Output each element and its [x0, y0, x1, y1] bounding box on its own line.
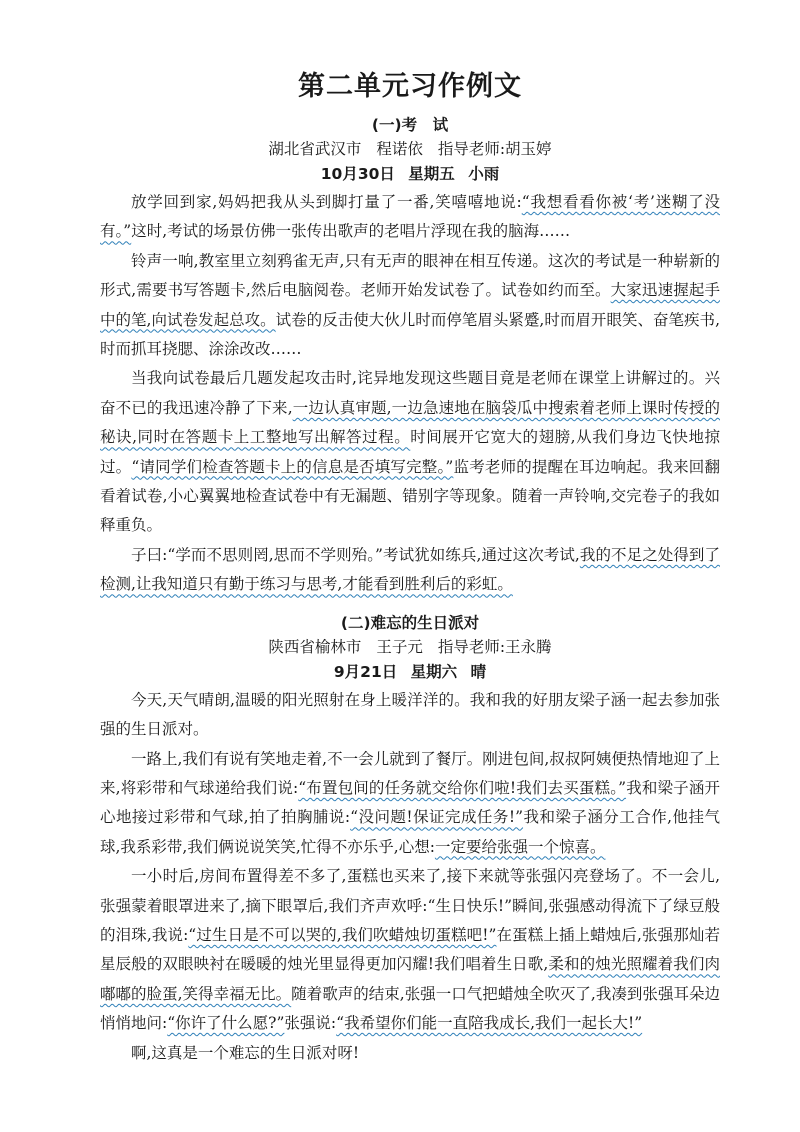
essay-1-weather: 小雨: [468, 165, 500, 183]
paragraph: [100, 364, 720, 540]
page-title: 第二单元习作例文: [298, 71, 522, 102]
paragraph: [100, 686, 720, 745]
text-segment: 时间展开它宽大的翅膀,从我们身边飞快地掠过。: [100, 428, 720, 476]
text-segment: 放学回到家,妈妈把我从头到脚打量了一番,笑嘻嘻地说:: [131, 193, 522, 211]
essay-2-teacher: 指导老师:王永腾: [437, 637, 552, 656]
text-segment: 试卷的反击使大伙儿时而停笔眉头紧蹙,时而眉开眼笑、奋笔疾书,时而抓耳挠腮、涂涂改改……: [100, 310, 720, 359]
essay-2: [100, 612, 720, 1068]
essay-2-dateline: [100, 660, 720, 685]
essay-1-date: 10月30日: [320, 165, 395, 183]
essay-1-teacher: 指导老师:胡玉婷: [437, 140, 552, 158]
text-segment: 在蛋糕上插上蜡烛后,张强那灿若星辰般的双眼映衬在暖暖的烛光里显得更加闪耀!我们唱着生日歌,: [100, 925, 720, 974]
underlined-sentence: 一边认真审题,一边急速地在脑袋瓜中搜索着老师上课时传授的秘诀,同时在答题卡上工整地写出解答过程。: [100, 398, 720, 447]
text-segment: 监考老师的提醒在耳边响起。我来回翻看着试卷,小心翼翼地检查试卷中有无漏题、错别字等现象。随着一声铃响,交完卷子的我如释重负。: [100, 457, 720, 535]
essay-1-title: (一)考 试: [371, 116, 449, 134]
paragraph: [100, 247, 720, 365]
underlined-sentence: “我希望你们能一直陪我成长,我们一起长大!”: [336, 1014, 643, 1033]
essay-2-author: 王子元: [376, 637, 423, 656]
underlined-sentence: 一定要给张强一个惊喜。: [434, 837, 606, 856]
text-segment: 一路上,我们有说有笑地走着,不一会儿就到了餐厅。刚进包间,叔叔阿姨便热情地迎了上来,将彩带和气球递给我们说:: [100, 749, 720, 797]
paragraph: [100, 188, 720, 247]
essay-1-body: [100, 188, 720, 600]
text-segment: 今天,天气晴朗,温暖的阳光照射在身上暖洋洋的。我和我的好朋友梁子涵一起去参加张强的生日派对。: [100, 690, 720, 739]
text-segment: 子曰:“学而不思则罔,思而不学则殆。”考试犹如练兵,通过这次考试,: [131, 545, 580, 564]
essay-2-title: (二)难忘的生日派对: [340, 613, 480, 632]
underlined-sentence: “布置包间的任务就交给你们啦!我们去买蛋糕。”: [298, 778, 627, 797]
text-segment: 这时,考试的场景仿佛一张传出歌声的老唱片浮现在我的脑海……: [131, 222, 571, 241]
essay-2-byline: [100, 635, 720, 660]
essay-1-weekday: 星期五: [408, 165, 455, 183]
paragraph: [100, 541, 720, 600]
text-segment: 铃声一响,教室里立刻鸦雀无声,只有无声的眼神在相互传递。这次的考试是一种崭新的形式,需要书写答题卡,然后电脑阅卷。老师开始发试卷了。试卷如约而至。: [100, 251, 720, 300]
text-segment: 我和梁子涵开心地接过彩带和气球,拍了拍胸脯说:: [100, 778, 720, 827]
text-segment: 当我向试卷最后几题发起攻击时,诧异地发现这些题目竟是老师在课堂上讲解过的。兴奋不已的我迅速冷静了下来,: [100, 369, 720, 417]
essay-2-date: 9月21日: [333, 662, 398, 681]
essay-2-location: 陕西省榆林市: [268, 637, 362, 656]
text-segment: 我和梁子涵分工合作,他挂气球,我系彩带,我们俩说说笑笑,忙得不亦乐乎,心想:: [100, 808, 720, 856]
text-segment: 张强说:: [284, 1014, 337, 1033]
text-segment: 一小时后,房间布置得差不多了,蛋糕也买来了,接下来就等张强闪亮登场了。不一会儿,张强蒙着眼罩进来了,摘下眼罩后,我们齐声欢呼:“生日快乐!”瞬间,张强感动得流下了绿豆般的泪珠,我说:: [100, 867, 720, 944]
underlined-sentence: “没问题!保证完成任务!”: [350, 808, 524, 827]
underlined-sentence: “我想看看你被‘考’迷糊了没有。”: [100, 193, 720, 241]
underlined-sentence: 柔和的烛光照耀着我们肉嘟嘟的脸蛋,笑得幸福无比。: [100, 955, 720, 1003]
essay-2-body: [100, 686, 720, 1068]
paragraph: [100, 745, 720, 863]
essay-2-weekday: 星期六: [410, 662, 458, 681]
text-segment: 随着歌声的结束,张强一口气把蜡烛全吹灭了,我凑到张强耳朵边悄悄地问:: [100, 984, 720, 1033]
essay-2-weather: 晴: [470, 662, 487, 681]
underlined-sentence: “请同学们检查答题卡上的信息是否填写完整。”: [131, 457, 454, 476]
essay-1-byline: [100, 137, 720, 162]
essay-1: [100, 114, 720, 600]
paragraph: [100, 1039, 720, 1068]
essay-1-dateline: [100, 162, 720, 187]
paragraph: [100, 862, 720, 1038]
essay-1-location: 湖北省武汉市: [268, 140, 362, 158]
page: [100, 70, 720, 1068]
underlined-sentence: “过生日是不可以哭的,我们吹蜡烛切蛋糕吧!”: [188, 925, 497, 944]
essay-1-author: 程诺依: [376, 140, 423, 158]
underlined-sentence: “你许了什么愿?”: [167, 1014, 285, 1033]
section-gap: [100, 600, 720, 612]
text-segment: 啊,这真是一个难忘的生日派对呀!: [131, 1043, 360, 1062]
underlined-sentence: 我的不足之处得到了检测,让我知道只有勤于练习与思考,才能看到胜利后的彩虹。: [100, 545, 720, 594]
underlined-sentence: 大家迅速握起手中的笔,向试卷发起总攻。: [100, 281, 720, 329]
